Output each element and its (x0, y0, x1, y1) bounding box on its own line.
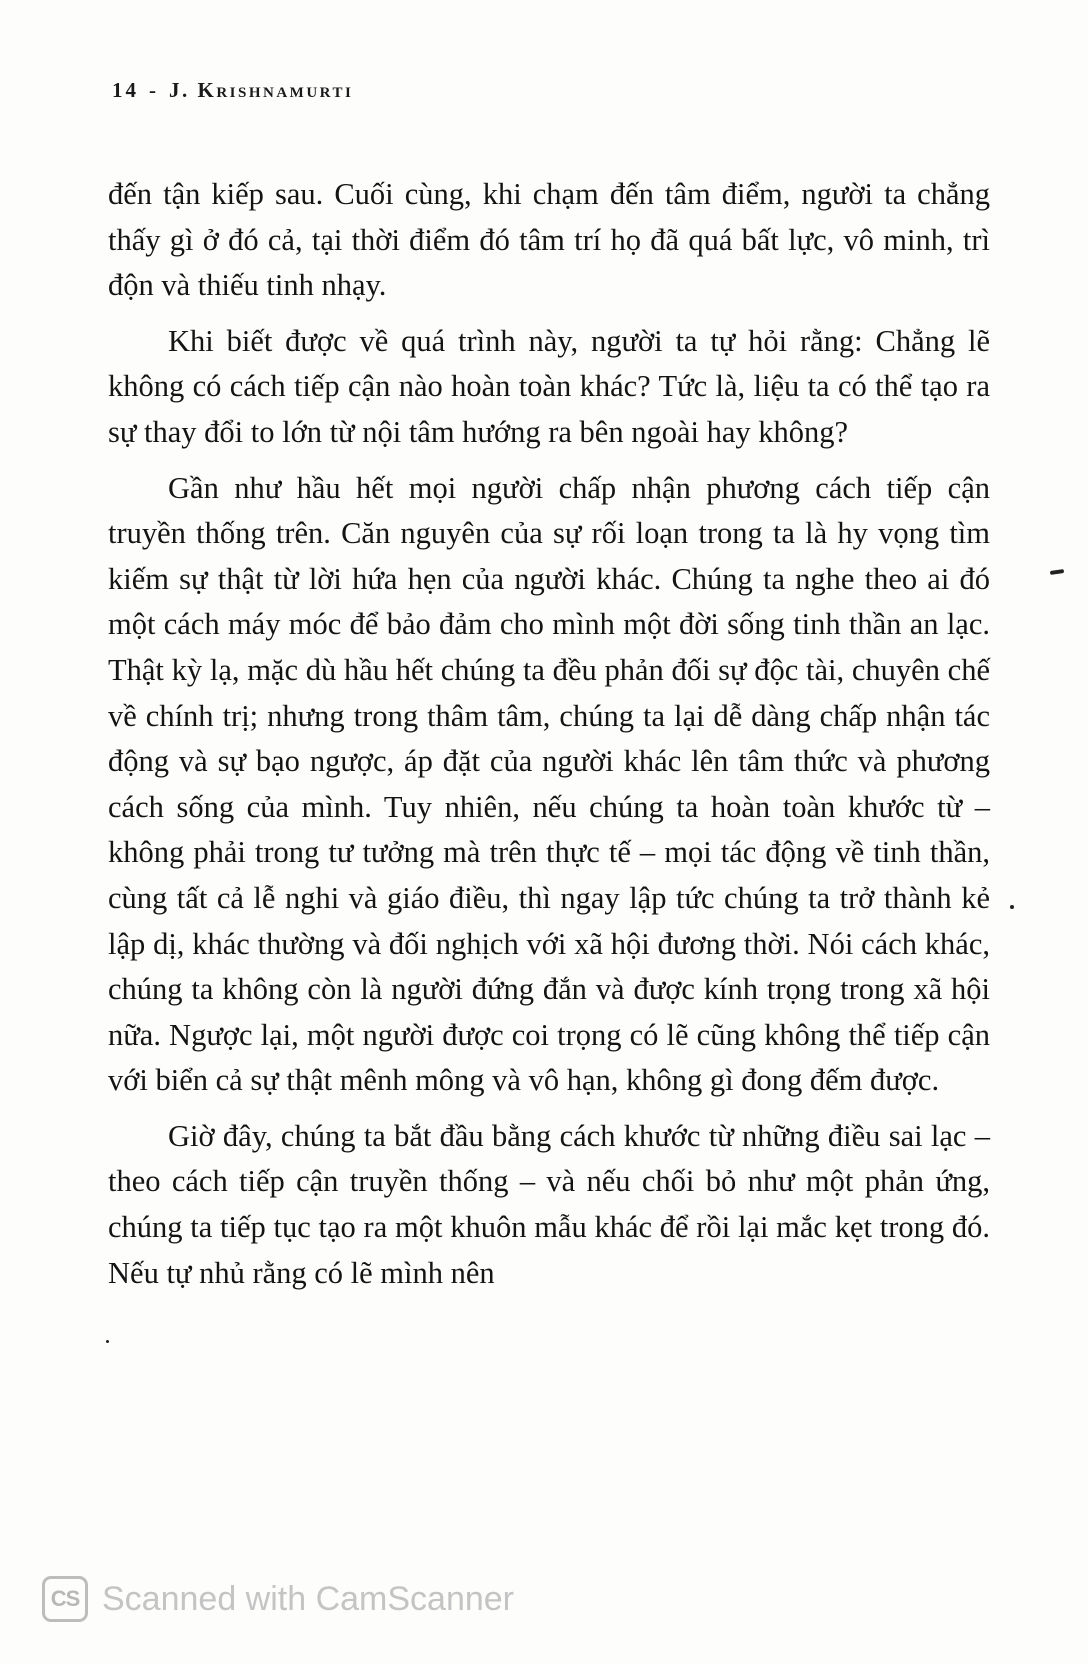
header-separator: - (149, 78, 159, 102)
scan-speck (1050, 569, 1064, 575)
paragraph-1: đến tận kiếp sau. Cuối cùng, khi chạm đến tâm điểm, người ta chẳng thấy gì ở đó cả, tại thời điểm đó tâm trí họ đã quá bất lực, vô minh, trì độn và thiếu tinh nhạy. (108, 177, 990, 303)
author-name: J. Krishnamurti (169, 78, 354, 102)
scan-speck (1010, 905, 1014, 909)
watermark-text: Scanned with CamScanner (102, 1579, 515, 1618)
camscanner-logo-icon: CS (42, 1576, 88, 1622)
paragraph-3: Gần như hầu hết mọi người chấp nhận phương cách tiếp cận truyền thống trên. Căn nguyên của sự rối loạn trong ta là hy vọng tìm kiếm sự thật từ lời hứa hẹn của người khác. Chúng ta nghe theo ai đó một cách máy móc để bảo đảm cho mình một đời sống tinh thần an lạc. Thật kỳ lạ, mặc dù hầu hết chúng ta đều phản đối sự độc tài, chuyên chế về chính trị; nhưng trong thâm tâm, chúng ta lại dễ dàng chấp nhận tác động và sự bạo ngược, áp đặt của người khác lên tâm thức và phương cách sống của mình. Tuy nhiên, nếu chúng ta hoàn toàn khước từ – không phải trong tư tưởng mà trên thực tế – mọi tác động về tinh thần, cùng tất cả lễ nghi và giáo điều, thì ngay lập tức chúng ta trở thành kẻ lập dị, khác thường và đối nghịch với xã hội đương thời. Nói cách khác, chúng ta không còn là người đứng đắn và được kính trọng trong xã hội nữa. Ngược lại, một người được coi trọng có lẽ cũng không thể tiếp cận với biển cả sự thật mênh mông và vô hạn, không gì đong đếm được. (108, 470, 990, 1098)
paragraph-4: Giờ đây, chúng ta bắt đầu bằng cách khước từ những điều sai lạc – theo cách tiếp cận truyền thống – và nếu chối bỏ như một phản ứng, chúng ta tiếp tục tạo ra một khuôn mẫu khác để rồi lại mắc kẹt trong đó. Nếu tự nhủ rằng có lẽ mình nên (108, 1118, 990, 1290)
page-number: 14 (112, 78, 139, 102)
running-head (112, 78, 353, 103)
scan-speck (106, 1340, 109, 1343)
paragraph-2: Khi biết được về quá trình này, người ta tự hỏi rằng: Chẳng lẽ không có cách tiếp cận nào hoàn toàn khác? Tức là, liệu ta có thể tạo ra sự thay đổi to lớn từ nội tâm hướng ra bên ngoài hay không? (108, 323, 990, 449)
body-text (108, 172, 990, 1306)
camscanner-watermark (42, 1576, 514, 1622)
